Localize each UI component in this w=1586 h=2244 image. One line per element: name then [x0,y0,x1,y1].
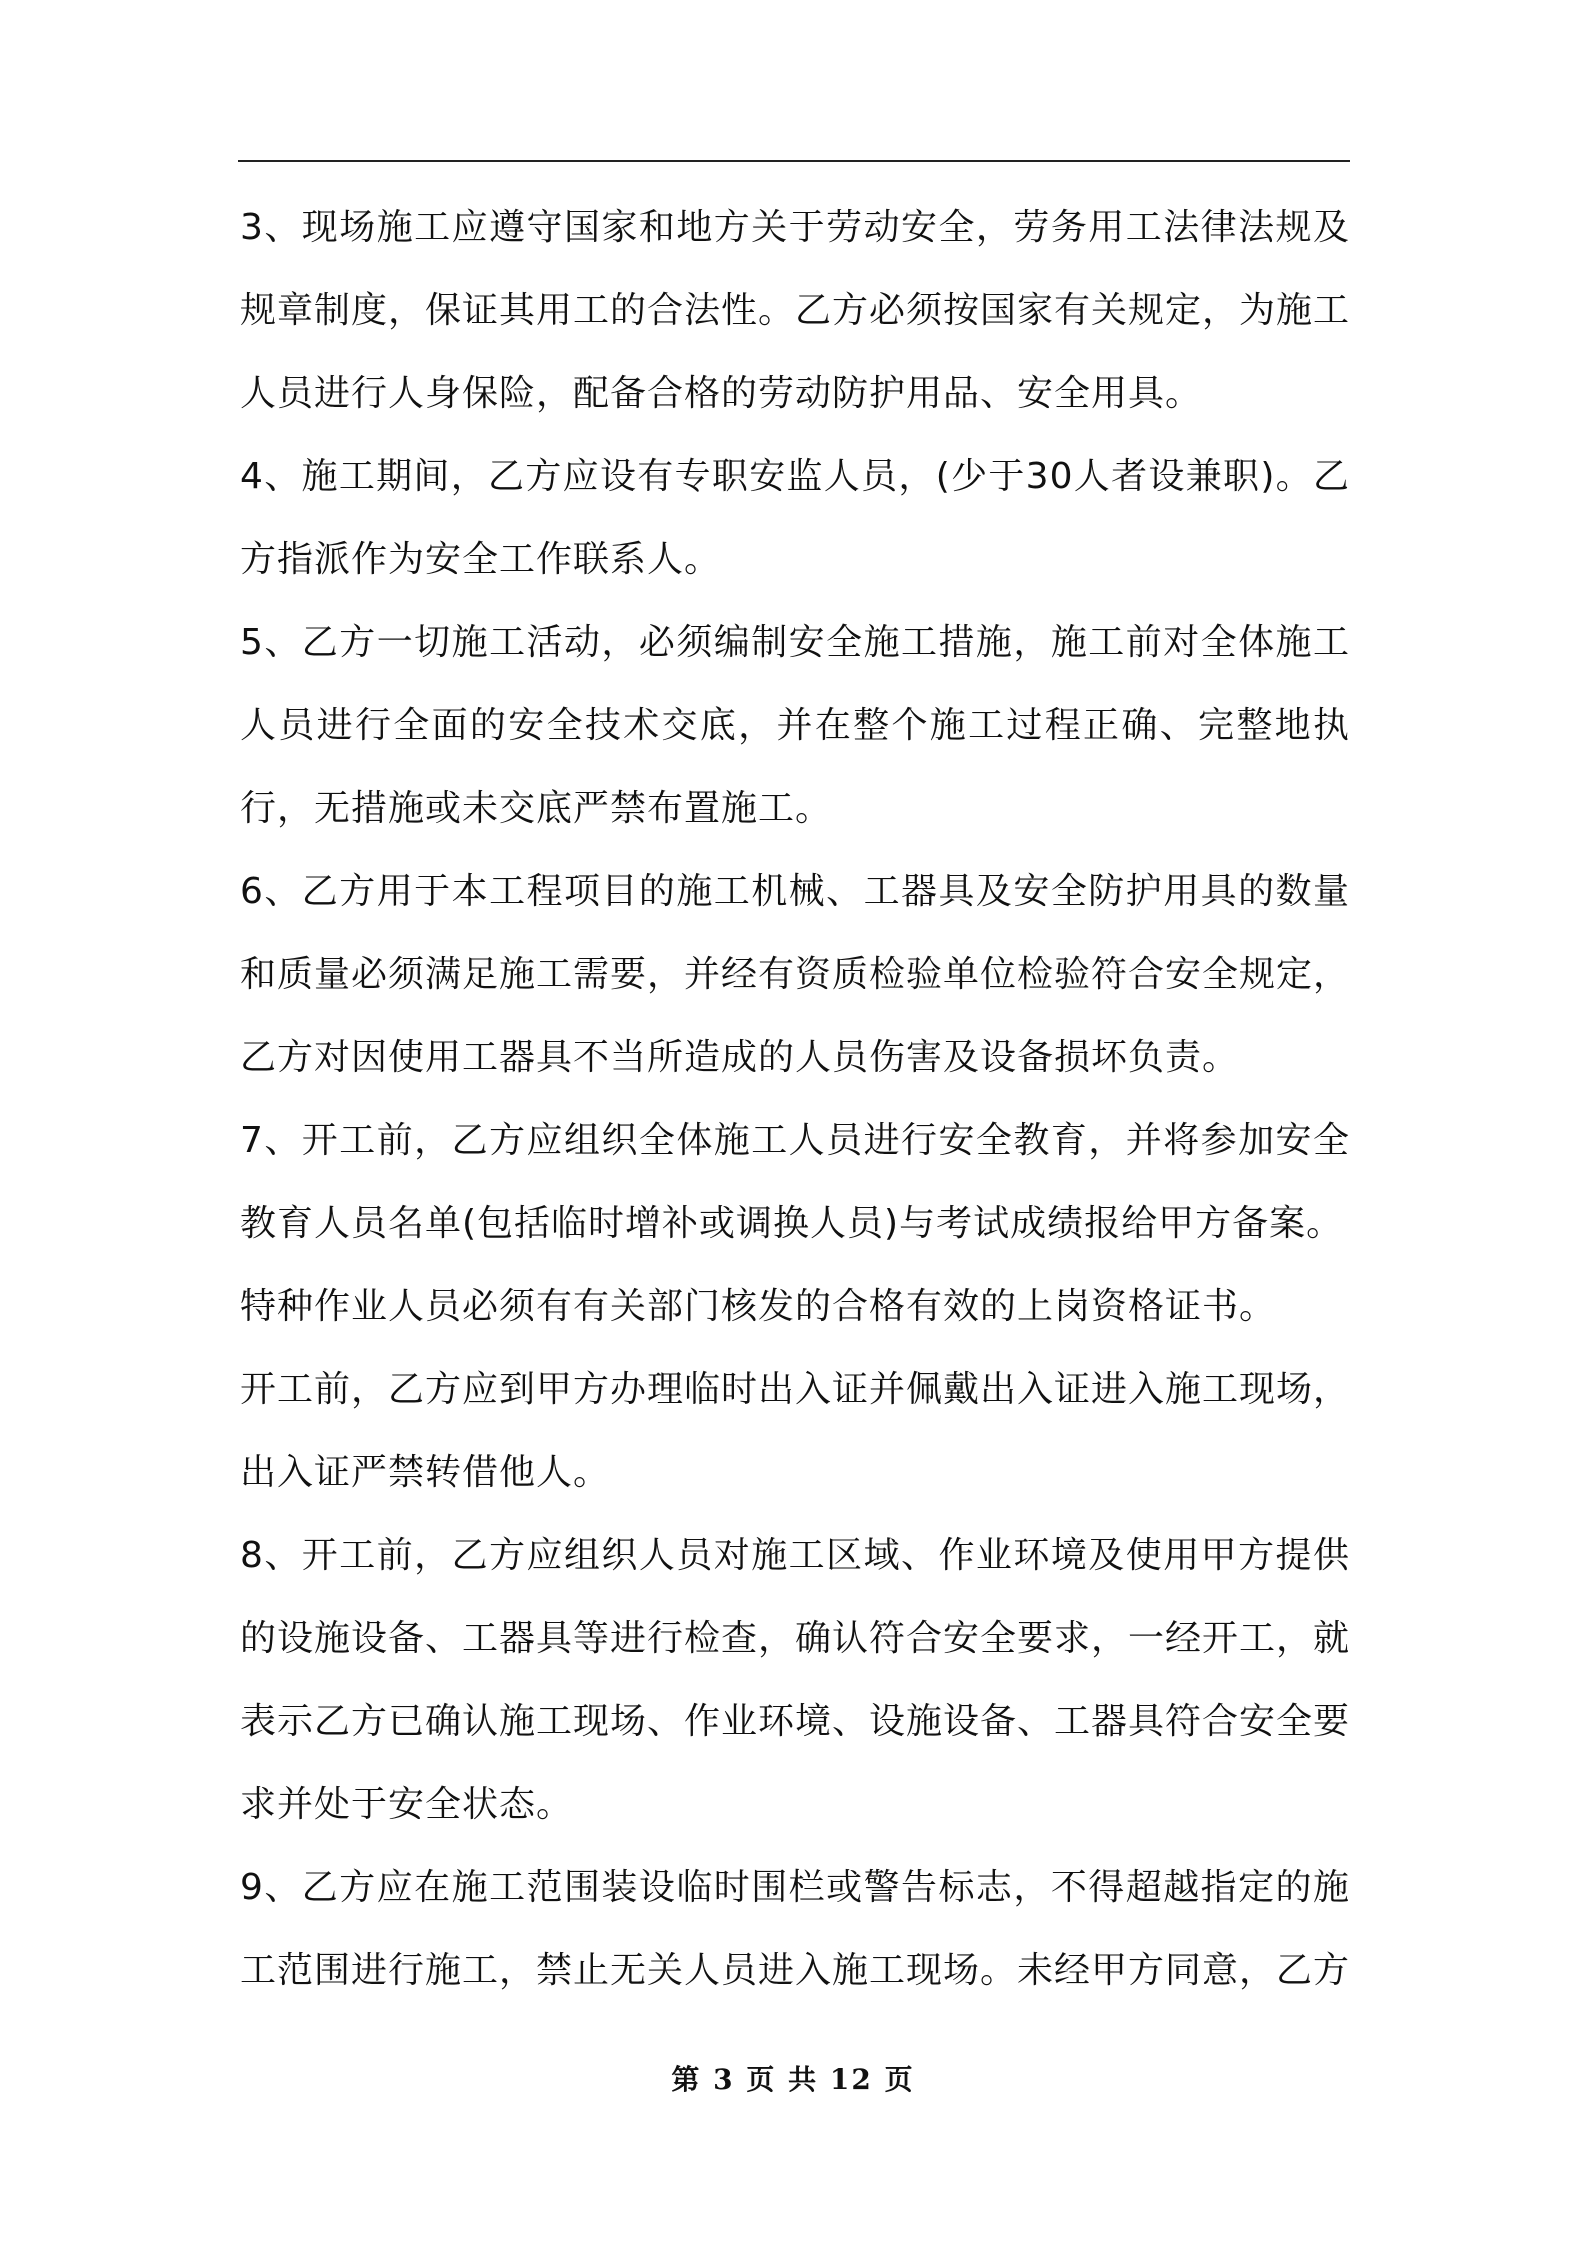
paragraph-clause-7: 7、开工前，乙方应组织全体施工人员进行安全教育，并将参加安全教育人员名单(包括临时增补或调换人员)与考试成绩报给甲方备案。 [240,1120,1350,1244]
header-rule [238,160,1350,162]
paragraph-clause-3: 3、现场施工应遵守国家和地方关于劳动安全，劳务用工法律法规及规章制度，保证其用工的合法性。乙方必须按国家有关规定，为施工人员进行人身保险，配备合格的劳动防护用品、安全用具。 [240,207,1351,414]
document-body [240,186,1350,2012]
paragraph-special-workers: 特种作业人员必须有有关部门核发的合格有效的上岗资格证书。 [240,1286,1277,1327]
paragraph-clause-4: 4、施工期间，乙方应设有专职安监人员，(少于30人者设兼职)。乙方指派作为安全工作联系人。 [240,456,1350,580]
paragraph-clause-6: 6、乙方用于本工程项目的施工机械、工器具及安全防护用具的数量和质量必须满足施工需要，并经有资质检验单位检验符合安全规定，乙方对因使用工器具不当所造成的人员伤害及设备损坏负责。 [240,871,1351,1078]
paragraph-entry-pass: 开工前，乙方应到甲方办理临时出入证并佩戴出入证进入施工现场，出入证严禁转借他人。 [240,1369,1351,1493]
paragraph-clause-5: 5、乙方一切施工活动，必须编制安全施工措施，施工前对全体施工人员进行全面的安全技术交底，并在整个施工过程正确、完整地执行，无措施或未交底严禁布置施工。 [240,622,1350,829]
paragraph-clause-9: 9、乙方应在施工范围装设临时围栏或警告标志，不得超越指定的施工范围进行施工，禁止无关人员进入施工现场。未经甲方同意，乙方 [240,1867,1351,1991]
page-number-footer: 第 3 页 共 12 页 [671,2063,915,2096]
paragraph-clause-8: 8、开工前，乙方应组织人员对施工区域、作业环境及使用甲方提供的设施设备、工器具等进行检查，确认符合安全要求，一经开工，就表示乙方已确认施工现场、作业环境、设施设备、工器具符合安全要求并处于安全状态。 [240,1535,1351,1825]
